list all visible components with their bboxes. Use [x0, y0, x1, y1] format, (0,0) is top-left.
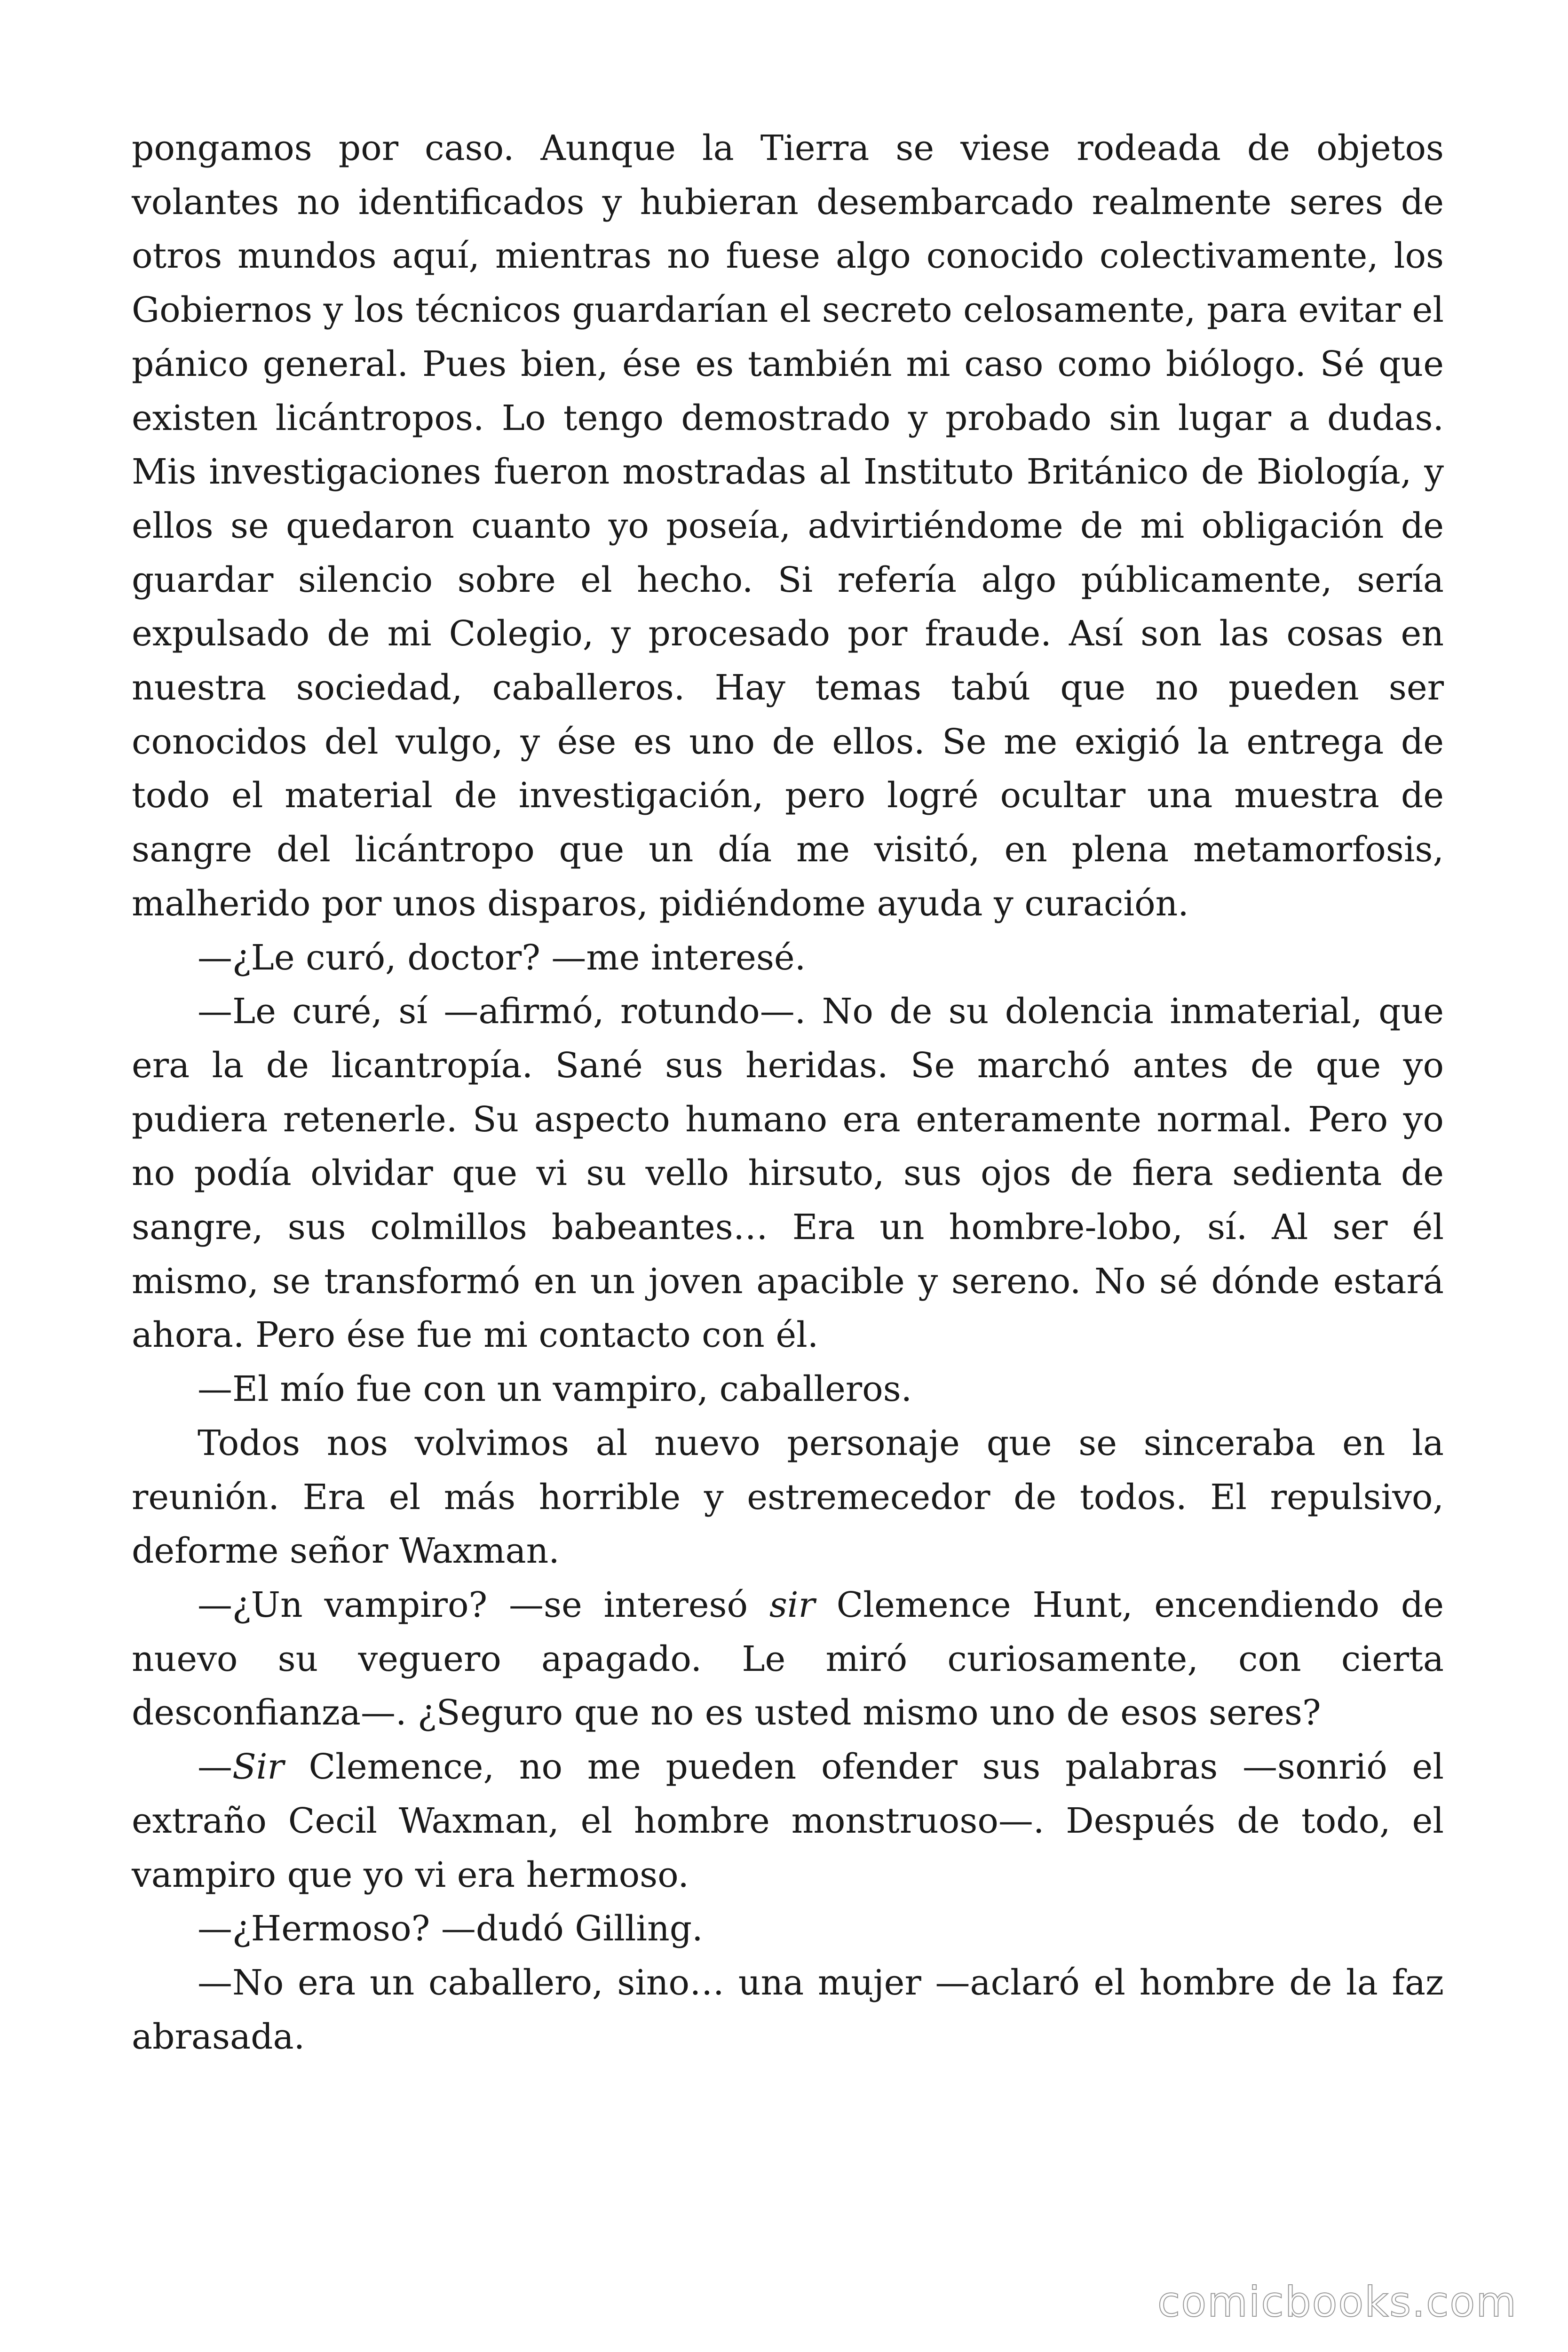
- body-text: [132, 121, 1444, 2064]
- paragraph-7: [132, 1740, 1444, 1902]
- paragraph-7-end: Clemence, no me pueden ofender sus palabras —sonrió el extraño Cecil Waxman, el hombre monstruoso—. Después de todo, el vampiro que yo vi era hermoso.: [132, 1747, 1444, 1895]
- paragraph-6: [132, 1578, 1444, 1740]
- paragraph-8: —¿Hermoso? —dudó Gilling.: [198, 1908, 703, 1949]
- paragraph-6-end: Clemence Hunt, encendiendo de nuevo su veguero apagado. Le miró curiosamente, con cierta desconfianza—. ¿Seguro que no es usted mismo uno de esos seres?: [132, 1584, 1444, 1733]
- paragraph-5: Todos nos volvimos al nuevo personaje que se sinceraba en la reunión. Era el más horrible y estremecedor de todos. El repulsivo, deforme señor Waxman.: [132, 1422, 1444, 1572]
- paragraph-7-start: —: [198, 1747, 232, 1788]
- paragraph-2: —¿Le curó, doctor? —me interesé.: [198, 937, 806, 978]
- paragraph-9: —No era un caballero, sino… una mujer —aclaró el hombre de la faz abrasada.: [132, 1962, 1444, 2057]
- paragraph-6-italic: sir: [769, 1584, 815, 1625]
- paragraph-1: pongamos por caso. Aunque la Tierra se viese rodeada de objetos volantes no identificados y hubieran desembarcado realmente seres de otros mundos aquí, mientras no fuese algo conocido colectivamente, los Gobiernos y los técnicos guardarían el secreto celosamente, para evitar el pánico general. Pues bien, ése es también mi caso como biólogo. Sé que existen licántropos. Lo tengo demostrado y probado sin lugar a dudas. Mis investigaciones fueron mostradas al Instituto Británico de Biología, y ellos se quedaron cuanto yo poseía, advirtiéndome de mi obligación de guardar silencio sobre el hecho. Si refería algo públicamente, sería expulsado de mi Colegio, y procesado por fraude. Así son las cosas en nuestra sociedad, caballeros. Hay temas tabú que no pueden ser conocidos del vulgo, y ése es uno de ellos. Se me exigió la entrega de todo el material de investigación, pero logré ocultar una muestra de sangre del licántropo que un día me visitó, en plena metamorfosis, malherido por unos disparos, pidiéndome ayuda y curación.: [132, 128, 1444, 924]
- paragraph-3: —Le curé, sí —afirmó, rotundo—. No de su dolencia inmaterial, que era la de licantropía. Sané sus heridas. Se marchó antes de que yo pudiera retenerle. Su aspecto humano era enteramente normal. Pero yo no podía olvidar que vi su vello hirsuto, sus ojos de fiera sedienta de sangre, sus colmillos babeantes… Era un hombre-lobo, sí. Al ser él mismo, se transformó en un joven apacible y sereno. No sé dónde estará ahora. Pero ése fue mi contacto con él.: [132, 991, 1444, 1356]
- paragraph-4: —El mío fue con un vampiro, caballeros.: [198, 1369, 912, 1410]
- paragraph-7-italic: Sir: [232, 1747, 284, 1788]
- watermark-text: comicbooks.com: [1157, 2278, 1517, 2326]
- paragraph-6-start: —¿Un vampiro? —se interesó: [198, 1584, 769, 1625]
